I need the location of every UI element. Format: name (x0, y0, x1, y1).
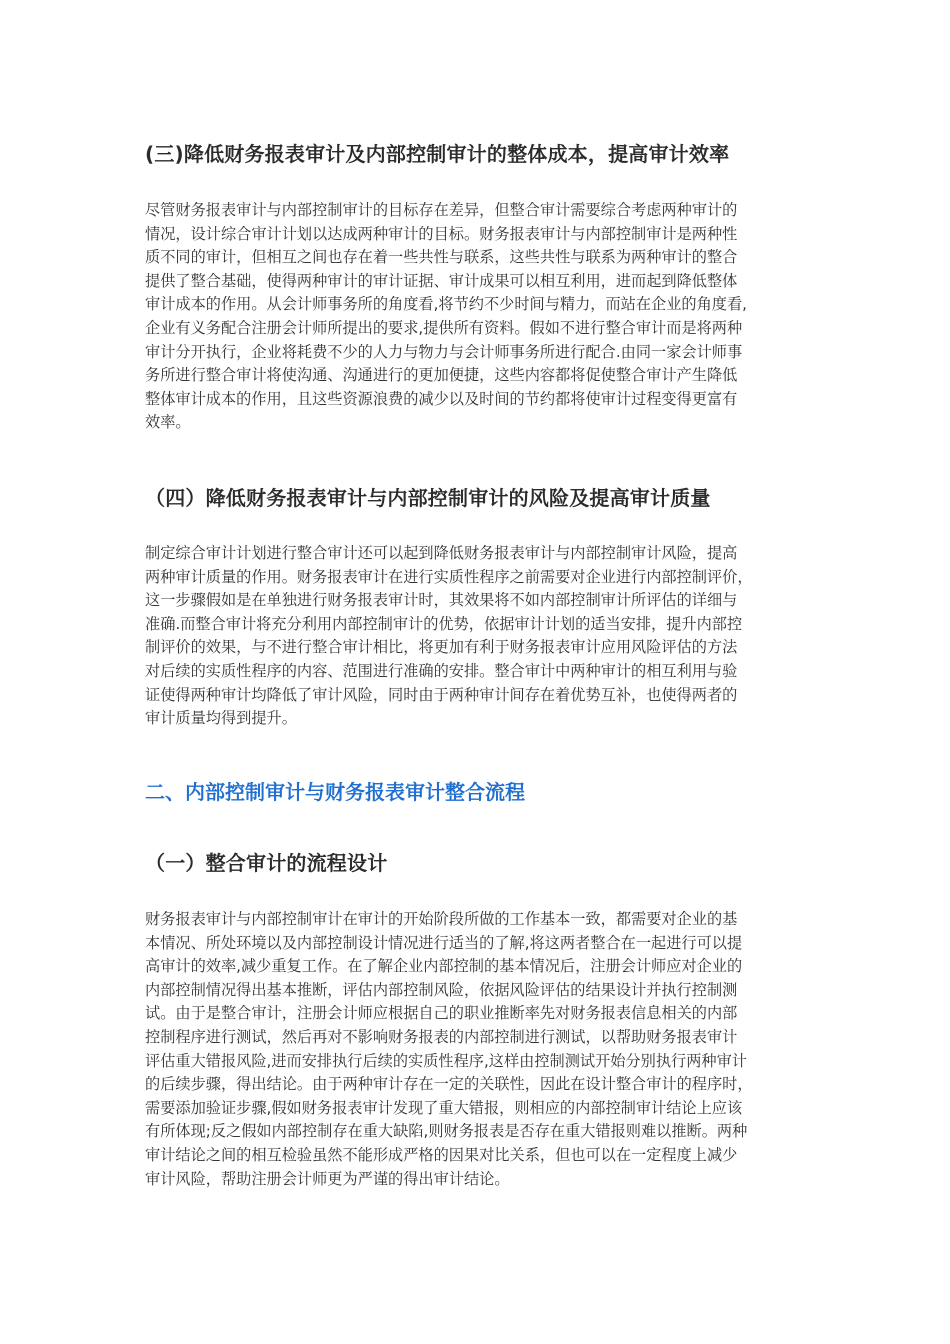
paragraph-line: 需要添加验证步骤,假如财务报表审计发现了重大错报，则相应的内部控制审计结论上应该 (145, 1098, 743, 1117)
paragraph-line: 证使得两种审计均降低了审计风险，同时由于两种审计间存在着优势互补，也使得两者的 (145, 685, 738, 704)
paragraph-line: 这一步骤假如是在单独进行财务报表审计时，其效果将不如内部控制审计所评估的详细与 (145, 591, 738, 610)
paragraph-line: 控制程序进行测试，然后再对不影响财务报表的内部控制进行测试，以帮助财务报表审计 (145, 1027, 738, 1046)
paragraph-line: 提供了整合基础，使得两种审计的审计证据、审计成果可以相互利用，进而起到降低整体 (145, 271, 738, 290)
paragraph-line: 审计质量均得到提升。 (145, 709, 297, 728)
section-heading-1: （一）整合审计的流程设计 (145, 851, 388, 875)
paragraph-line: 两种审计质量的作用。财务报表审计在进行实质性程序之前需要对企业进行内部控制评价， (145, 567, 753, 586)
section-heading-4: （四）降低财务报表审计与内部控制审计的风险及提高审计质量 (145, 486, 711, 510)
paragraph-line: 企业有义务配合注册会计师所提出的要求,提供所有资料。假如不进行整合审计而是将两种 (145, 318, 743, 337)
paragraph-line: 对后续的实质性程序的内容、范围进行准确的安排。整合审计中两种审计的相互利用与验 (145, 661, 738, 680)
paragraph-line: 审计分开执行，企业将耗费不少的人力与物力与会计师事务所进行配合.由同一家会计师事 (145, 342, 743, 361)
paragraph-line: 审计风险，帮助注册会计师更为严谨的得出审计结论。 (145, 1169, 510, 1188)
paragraph-section-1 (145, 908, 807, 1191)
paragraph-line: 的后续步骤，得出结论。由于两种审计存在一定的关联性，因此在设计整合审计的程序时， (145, 1075, 753, 1094)
paragraph-line: 质不同的审计，但相互之间也存在着一些共性与联系，这些共性与联系为两种审计的整合 (145, 248, 738, 267)
paragraph-line: 效率。 (145, 413, 191, 432)
paragraph-line: 有所体现;反之假如内部控制存在重大缺陷,则财务报表是否存在重大错报则难以推断。两种 (145, 1122, 748, 1141)
paragraph-line: 整体审计成本的作用，且这些资源浪费的减少以及时间的节约都将使审计过程变得更富有 (145, 389, 738, 408)
paragraph-section-3 (145, 199, 807, 435)
paragraph-line: 尽管财务报表审计与内部控制审计的目标存在差异，但整合审计需要综合考虑两种审计的 (145, 201, 738, 219)
paragraph-line: 高审计的效率,减少重复工作。在了解企业内部控制的基本情况后，注册会计师应对企业的 (145, 957, 743, 976)
paragraph-line: 务所进行整合审计将使沟通、沟通进行的更加便捷，这些内容都将促使整合审计产生降低 (145, 366, 738, 385)
paragraph-line: 评估重大错报风险,进而安排执行后续的实质性程序,这样由控制测试开始分别执行两种审计 (145, 1051, 747, 1070)
paragraph-line: 审计成本的作用。从会计师事务所的角度看,将节约不少时间与精力，而站在企业的角度看, (145, 295, 747, 314)
paragraph-line: 审计结论之间的相互检验虽然不能形成严格的因果对比关系，但也可以在一定程度上减少 (145, 1145, 738, 1164)
paragraph-line: 财务报表审计与内部控制审计在审计的开始阶段所做的工作基本一致，都需要对企业的基 (145, 910, 738, 928)
paragraph-line: 准确.而整合审计将充分利用内部控制审计的优势，依据审计计划的适当安排，提升内部控 (145, 614, 743, 633)
paragraph-line: 制定综合审计计划进行整合审计还可以起到降低财务报表审计与内部控制审计风险，提高 (145, 544, 738, 562)
paragraph-section-4 (145, 542, 807, 731)
paragraph-line: 情况，设计综合审计计划以达成两种审计的目标。财务报表审计与内部控制审计是两种性 (145, 224, 738, 243)
paragraph-line: 制评价的效果，与不进行整合审计相比，将更加有利于财务报表审计应用风险评估的方法 (145, 638, 738, 657)
section-heading-3: (三)降低财务报表审计及内部控制审计的整体成本，提高审计效率 (145, 142, 730, 166)
chapter-heading: 二、内部控制审计与财务报表审计整合流程 (145, 780, 525, 804)
paragraph-line: 内部控制情况得出基本推断，评估内部控制风险，依据风险评估的结果设计并执行控制测 (145, 980, 738, 999)
paragraph-line: 试。由于是整合审计，注册会计师应根据自己的职业推断率先对财务报表信息相关的内部 (145, 1004, 738, 1023)
paragraph-line: 本情况、所处环境以及内部控制设计情况进行适当的了解,将这两者整合在一起进行可以提 (145, 933, 743, 952)
